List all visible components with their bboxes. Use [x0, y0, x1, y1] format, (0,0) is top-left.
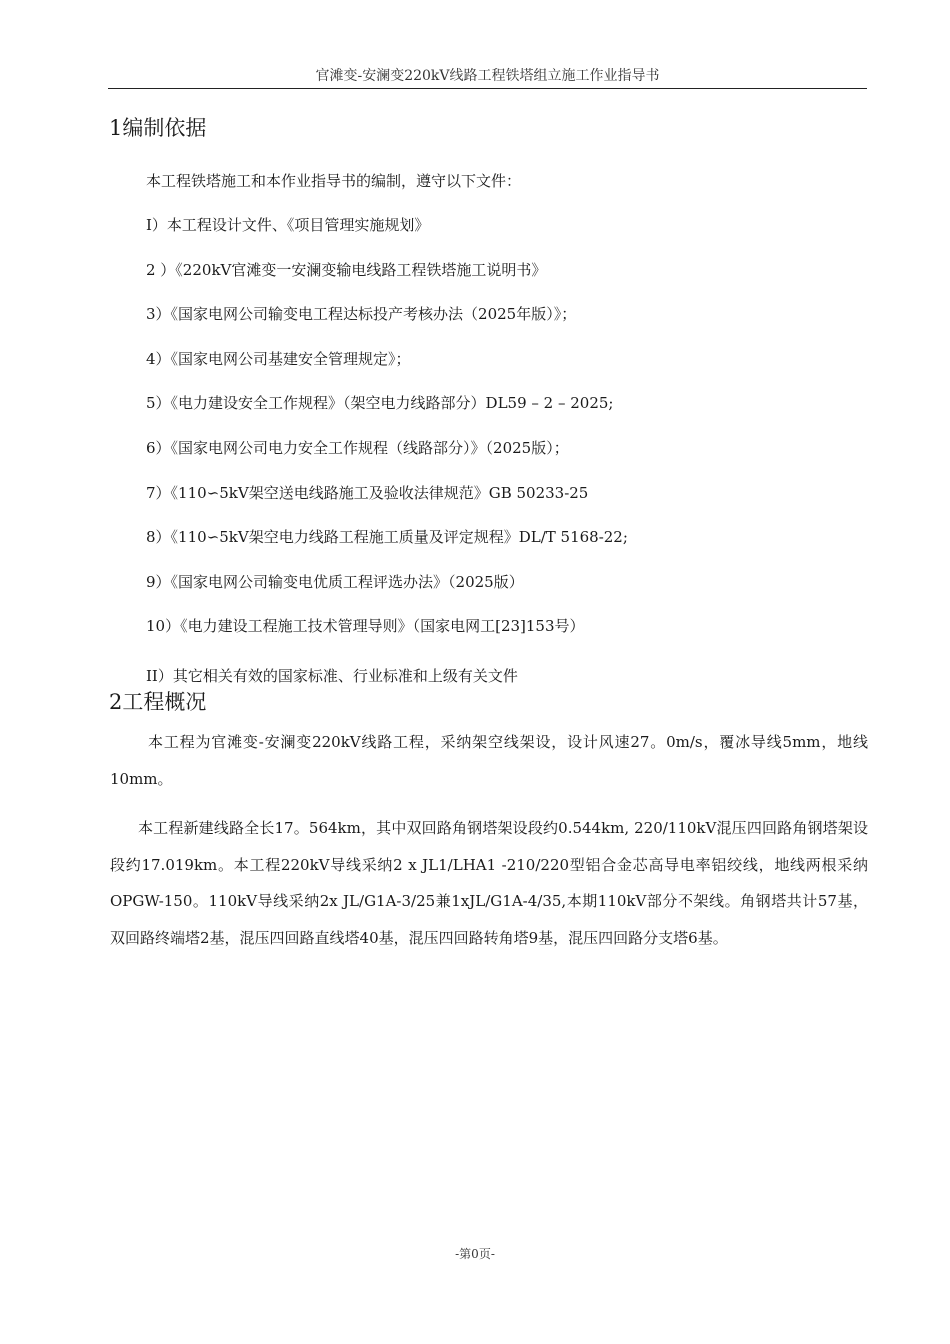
- basis-item-2: 2 ）《220kV官滩变一安澜变输电线路工程铁塔施工说明书》: [146, 261, 547, 279]
- basis-item-7: 7）《110∽5kV架空送电线路施工及验收法律规范》GB 50233-25: [146, 484, 589, 502]
- overview-paragraph-2: 本工程新建线路全长17。564km，其中双回路角钢塔架设段约0.544km, 220/110kV混压四回路角钢塔架设段约17.019km。本工程220kV导线采纳2 x JL1/LHA1 -210/220型铝合金芯高导电率铝绞线，地线两根采纳OPGW-150。110kV导线采纳2x JL/G1A-3/25兼1xJL/G1A-4/35,本期110kV部分不架线。角钢塔共计57基，双回路终端塔2基，混压四回路直线塔40基，混压四回路转角塔9基，混压四回路分支塔6基。: [110, 819, 868, 947]
- page-header: 官滩变-安澜变220kV线路工程铁塔组立施工作业指导书: [108, 66, 867, 89]
- basis-item-6: 6）《国家电网公司电力安全工作规程（线路部分）》（2025版）；: [146, 439, 569, 457]
- basis-item-9: 9）《国家电网公司输变电优质工程评选办法》（2025版）: [146, 573, 524, 591]
- basis-item-11: II）其它相关有效的国家标准、行业标准和上级有关文件: [146, 667, 518, 685]
- section-heading-overview: 2工程概况: [109, 690, 207, 714]
- basis-intro: 本工程铁塔施工和本作业指导书的编制，遵守以下文件：: [146, 172, 522, 190]
- basis-item-4: 4）《国家电网公司基建安全管理规定》；: [146, 350, 411, 368]
- basis-item-1: I）本工程设计文件、《项目管理实施规划》: [146, 216, 430, 234]
- page-number: -第0页-: [455, 1247, 495, 1261]
- basis-item-3: 3）《国家电网公司输变电工程达标投产考核办法（2025年版）》；: [146, 305, 577, 323]
- basis-item-8: 8）《110∽5kV架空电力线路工程施工质量及评定规程》DL/T 5168-22;: [146, 528, 628, 546]
- section-heading-basis: 1编制依据: [109, 116, 207, 140]
- basis-item-10: 10）《电力建设工程施工技术管理导则》（国家电网工[23]153号）: [146, 617, 585, 635]
- basis-item-5: 5）《电力建设安全工作规程》（架空电力线路部分）DL59 – 2 – 2025;: [146, 394, 614, 412]
- overview-paragraph-1: 本工程为官滩变-安澜变220kV线路工程，采纳架空线架设，设计风速27。0m/s，覆冰导线5mm，地线10mm。: [110, 733, 868, 788]
